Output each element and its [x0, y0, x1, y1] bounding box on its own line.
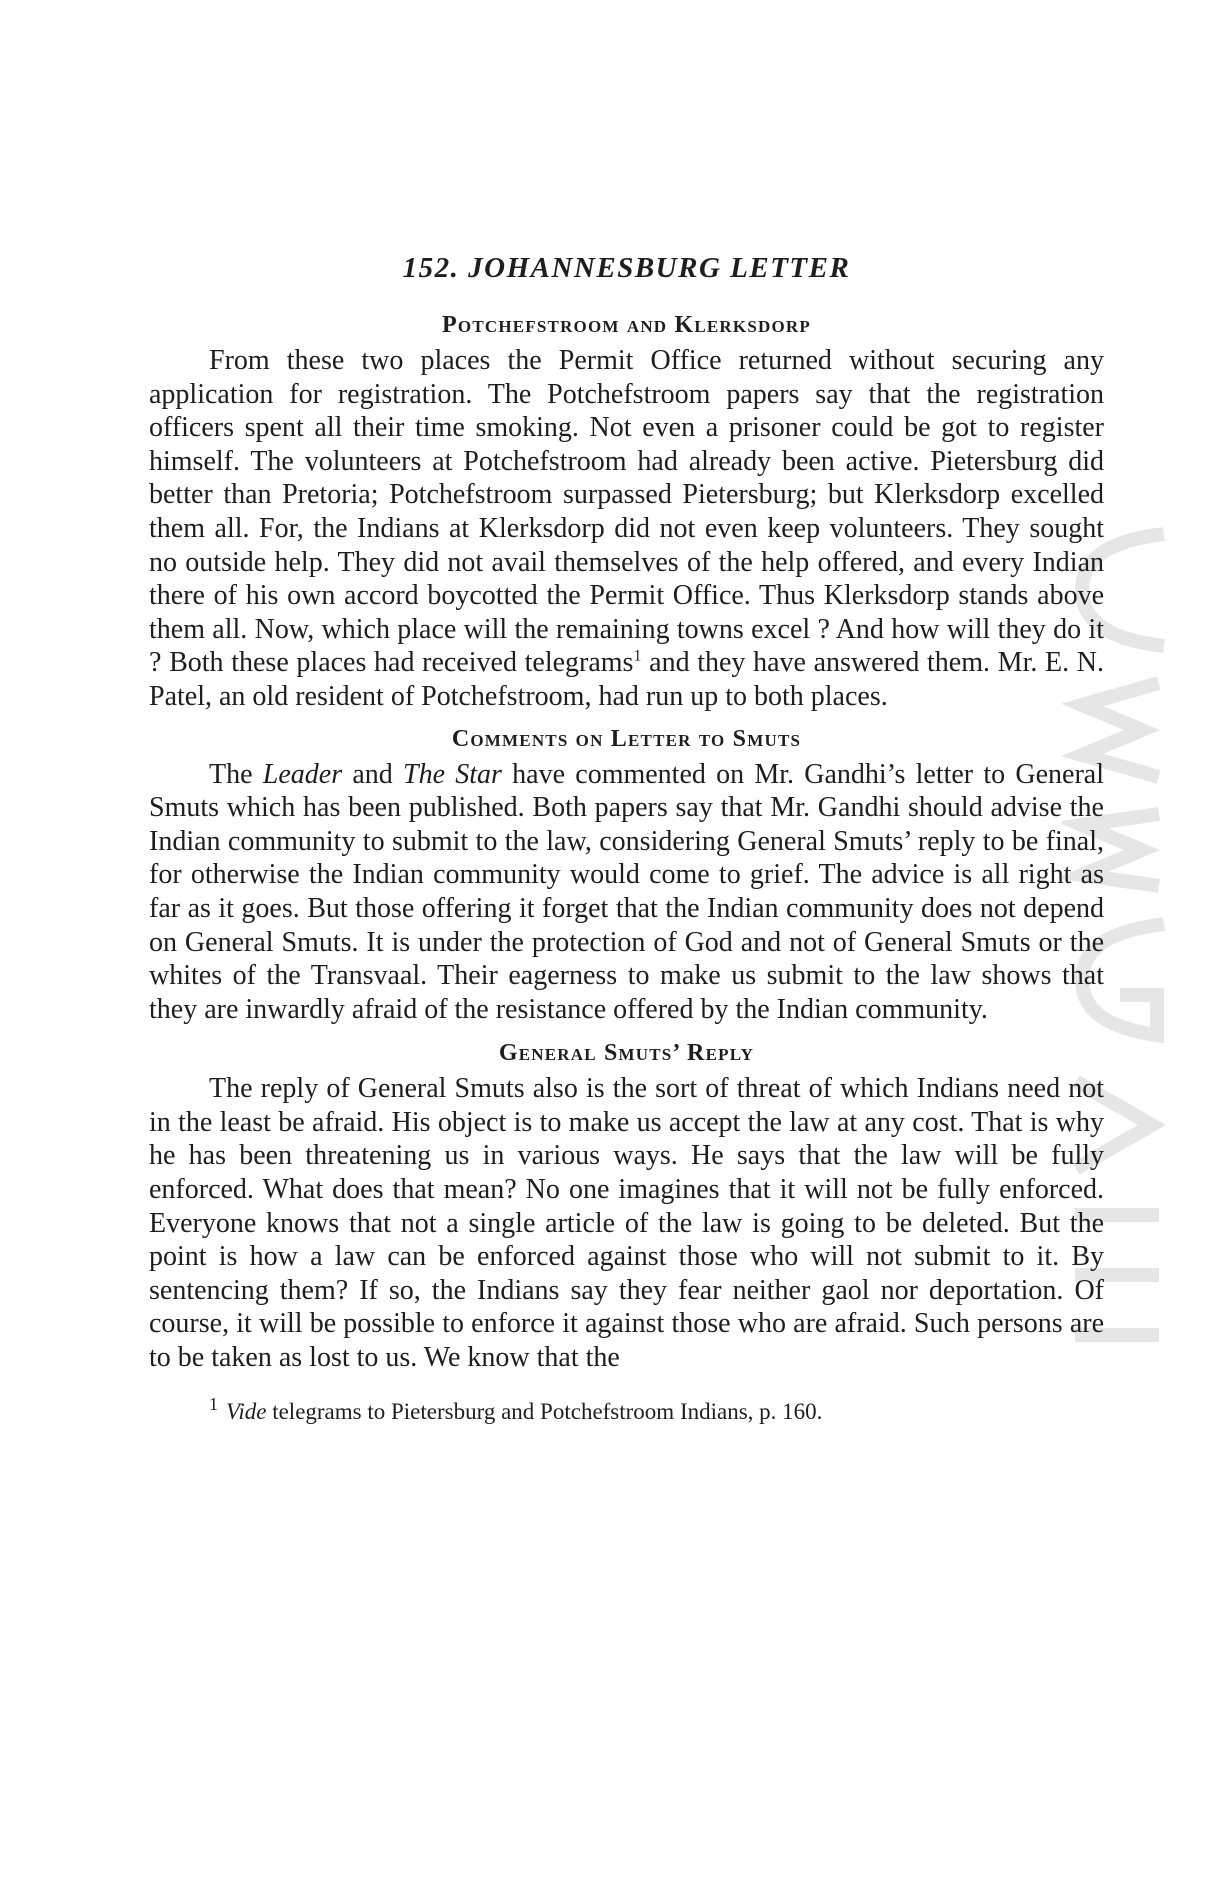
section-heading-potchefstroom: Potchefstroom and Klerksdorp	[442, 312, 811, 338]
footnote-mark: 1	[209, 1393, 218, 1414]
paragraph-text: From these two places the Permit Office returned without securing any application for registration. The Potchefstroom papers say that the registration officers spent all their time smoking. Not even a prisoner could be got to register himself. The volunteers at Potchefstroom had already been active. Pietersburg did better than Pretoria; Potchefstroom surpassed Pietersburg; but Klerksdorp excelled them all. For, the Indians at Klerksdorp did not even keep volunteers. They sought no outside help. They did not avail themselves of the help offered, and every Indian there of his own accord boycotted the Permit Office. Thus Klerksdorp stands above them all. Now, which place will the remaining towns excel ? And how will they do it ? Both these places had received telegrams	[149, 345, 1104, 679]
paragraph-text: The reply of General Smuts also is the sort of threat of which Indians need not in the least be afraid. His object is to make us accept the law at any cost. That is why he has been threatening us in various ways. He says that the law will be fully enforced. What does that mean? No one imagines that it will not be fully enforced. Everyone knows that not a single article of the law is going to be deleted. But the point is how a law can be enforced against those who will not submit to it. By sentencing them? If so, the Indians say they fear neither gaol nor deportation. Of course, it will be possible to enforce it against those who are afraid. Such persons are to be taken as lost to us. We know that the	[149, 1073, 1104, 1374]
section-heading-comments: Comments on Letter to Smuts	[451, 725, 802, 752]
footnote-vide: Vide	[226, 1398, 267, 1424]
footnote-text: telegrams to Pietersburg and Potchefstroom Indians, p. 160.	[266, 1398, 823, 1424]
newspaper-title: The Star	[403, 758, 502, 790]
paragraph-text: have commented on Mr. Gandhi’s letter to General Smuts which has been published. Both papers say that Mr. Gandhi should advise the Indian community to submit to the law, considering General Smuts’ reply to be final, for otherwise the Indian community would come to grief. The advice is all right as far as it goes. But those offering it forget that the Indian community does not depend on General Smuts. It is under the protection of God and not of General Smuts or the whites of the Transvaal. Their eagerness to make us submit to the law shows that they are inwardly afraid of the resistance offered by the Indian community.	[149, 758, 1104, 1025]
paragraph-text: The	[209, 758, 263, 790]
paragraph-comments	[149, 758, 1104, 1027]
paragraph-text-tail: and they have answered them. Mr. E. N. Patel, an old resident of Potchefstroom, had run up to both places.	[149, 647, 1105, 712]
paragraph-reply	[149, 1072, 1104, 1374]
footnote-reference: 1	[633, 648, 642, 666]
document-page	[149, 248, 1104, 1427]
footnote	[149, 1393, 1104, 1427]
paragraph-text: and	[342, 758, 404, 790]
page-title: 152. JOHANNESBURG LETTER	[402, 252, 851, 284]
paragraph-potchefstroom	[149, 344, 1104, 714]
newspaper-title: Leader	[262, 758, 343, 790]
section-heading-reply: General Smuts’ Reply	[498, 1040, 755, 1067]
